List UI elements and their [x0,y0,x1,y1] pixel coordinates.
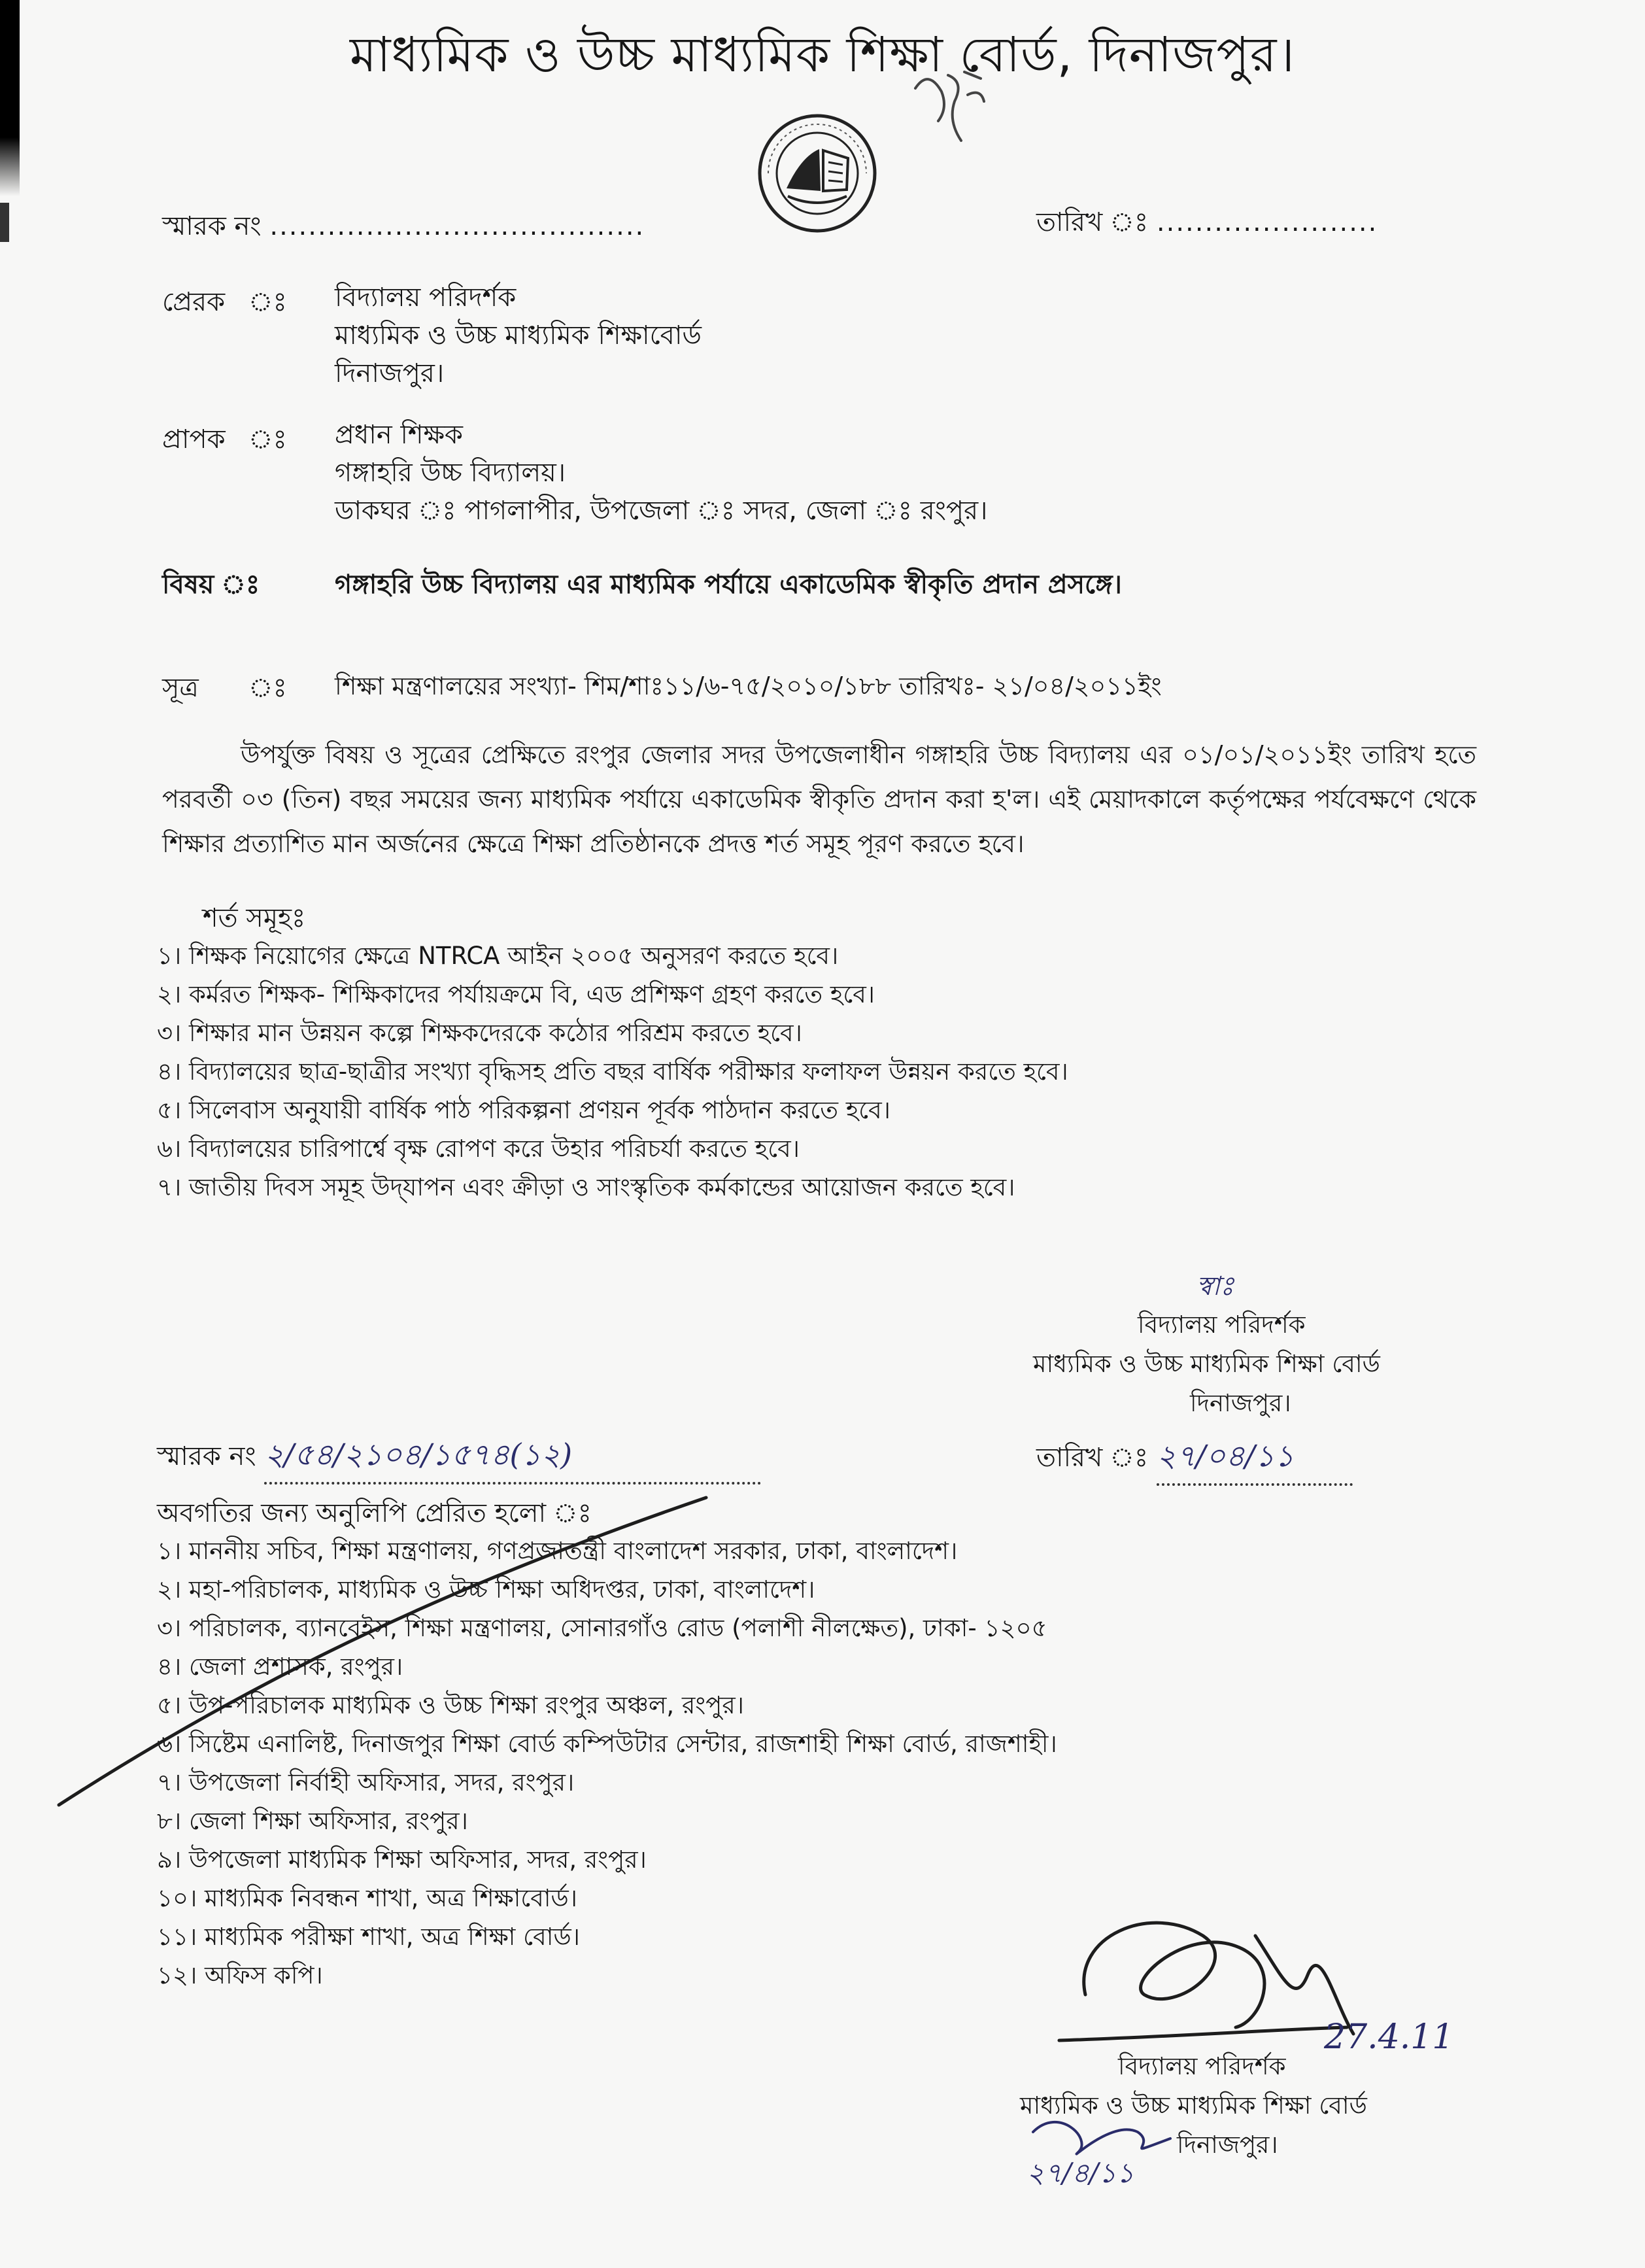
memo-label: স্মারক নং [162,211,262,241]
signatory-title-2: বিদ্যালয় পরিদর্শক [1118,2052,1286,2080]
conditions-heading: শর্ত সমূহঃ [203,903,306,933]
copy-item: ৭। উপজেলা নির্বাহী অফিসার, সদর, রংপুর। [157,1768,575,1796]
date-handwritten: ২৭/০৪/১১ [1157,1434,1353,1486]
subject-label: বিষয় ঃ [162,570,260,600]
condition-item: ৫। সিলেবাস অনুযায়ী বার্ষিক পাঠ পরিকল্পনা প্রণয়ন পূর্বক পাঠদান করতে হবে। [157,1096,890,1124]
handwritten-receipt-note: ২৭/৪/১১ [1026,2157,1134,2189]
reference-colon: ঃ [248,673,287,703]
date-label-2: তারিখ ঃ [1036,1443,1149,1473]
copy-item: ১২। অফিস কপি। [157,1961,323,1989]
reference-text: শিক্ষা মন্ত্রণালয়ের সংখ্যা- শিম/শাঃ১১/৬-৭৫/২০১০/১৮৮ তারিখঃ- ২১/০৪/২০১১ইং [335,672,1162,700]
conditions-list [157,936,1068,1207]
signature-date: 27.4.11 [1324,2018,1454,2057]
body-text: উপর্যুক্ত বিষয় ও সূত্রের প্রেক্ষিতে রংপুর জেলার সদর উপজেলাধীন গঙ্গাহরি উচ্চ বিদ্যালয় এর ০১/০১/২০১১ইং তারিখ হতে পরবর্তী ০৩ (তিন) বছর সময়ের জন্য মাধ্যমিক পর্যায়ে একাডেমিক স্বীকৃতি প্রদান করা হ'ল। এই মেয়াদকালে কর্তৃপক্ষের পর্যবেক্ষণে থেকে শিক্ষার প্রত্যাশিত মান অর্জনের ক্ষেত্রে শিক্ষা প্রতিষ্ঠানকে প্রদত্ত শর্ত সমূহ পূরণ করতে হবে। [162,740,1476,858]
reference-label: সূত্র [162,673,199,703]
memo-number-field-2 [157,1432,761,1485]
memo-handwritten: ২/৫৪/২১০৪/১৫৭৪(১২) [264,1432,761,1485]
subject-text: গঙ্গাহরি উচ্চ বিদ্যালয় এর মাধ্যমিক পর্যায়ে একাডেমিক স্বীকৃতি প্রদান প্রসঙ্গে। [335,570,1122,600]
memo-number-field [162,205,645,249]
letterhead-title: মাধ্যমিক ও উচ্চ মাধ্যমিক শিক্ষা বোর্ড, দিনাজপুর। [350,27,1295,83]
signatory-org-2: মাধ্যমিক ও উচ্চ মাধ্যমিক শিক্ষা বোর্ড [1020,2091,1367,2120]
signatory-org: মাধ্যমিক ও উচ্চ মাধ্যমিক শিক্ষা বোর্ড [1033,1350,1380,1378]
sender-line: দিনাজপুর। [335,358,445,388]
memo-label-2: স্মারক নং [157,1441,256,1471]
date-label: তারিখ ঃ [1036,207,1149,237]
copy-item: ৯। উপজেলা মাধ্যমিক শিক্ষা অফিসার, সদর, রংপুর। [157,1846,647,1874]
copy-item: ২। মহা-পরিচালক, মাধ্যমিক ও উচ্চ শিক্ষা অধিদপ্তর, ঢাকা, বাংলাদেশ। [157,1575,815,1604]
copy-item: ১১। মাধ্যমিক পরীক্ষা শাখা, অত্র শিক্ষা বোর্ড। [157,1923,580,1951]
sender-label: প্রেরক [162,287,226,317]
copy-item: ৩। পরিচালক, ব্যানবেইস, শিক্ষা মন্ত্রণালয়, সোনারগাঁও রোড (পলাশী নীলক্ষেত), ঢাকা- ১২০৫ [157,1614,1047,1642]
memo-dots: ....................................... [269,211,645,241]
condition-item: ৬। বিদ্যালয়ের চারিপার্শ্বে বৃক্ষ রোপণ করে উহার পরিচর্যা করতে হবে। [157,1135,800,1163]
condition-item: ৩। শিক্ষার মান উন্নয়ন কল্পে শিক্ষকদেরকে কঠোর পরিশ্রম করতে হবে। [157,1019,802,1047]
receiver-label: প্রাপক [162,424,226,455]
condition-item: ৪। বিদ্যালয়ের ছাত্র-ছাত্রীর সংখ্যা বৃদ্ধিসহ প্রতি বছর বার্ষিক পরীক্ষার ফলাফল উন্নয়ন করতে হবে। [157,1057,1068,1086]
copy-item: ৪। জেলা প্রশাসক, রংপুর। [157,1653,403,1681]
receiver-line: প্রধান শিক্ষক [335,420,463,450]
board-seal-icon [755,111,879,235]
signatory-city: দিনাজপুর। [1190,1389,1291,1417]
copies-heading: অবগতির জন্য অনুলিপি প্রেরিত হলো ঃ [157,1498,592,1528]
handwritten-scribble-icon [902,62,994,160]
copies-list [157,1532,1057,1995]
copy-item: ১০। মাধ্যমিক নিবন্ধন শাখা, অত্র শিক্ষাবোর্ড। [157,1884,577,1912]
signature-block-1 [1033,1305,1380,1423]
signatory-title: বিদ্যালয় পরিদর্শক [1138,1311,1306,1339]
sender-line: মাধ্যমিক ও উচ্চ মাধ্যমিক শিক্ষাবোর্ড [335,320,702,351]
copy-item: ১। মাননীয় সচিব, শিক্ষা মন্ত্রণালয়, গণপ্রজাতন্ত্রী বাংলাদেশ সরকার, ঢাকা, বাংলাদেশ। [157,1537,958,1565]
signatory-city-2: দিনাজপুর। [1177,2131,1278,2159]
receiver-line: গঙ্গাহরি উচ্চ বিদ্যালয়। [335,458,566,488]
receiver-line: ডাকঘর ঃ পাগলাপীর, উপজেলা ঃ সদর, জেলা ঃ রংপুর। [335,496,988,526]
date-dots: ....................... [1156,207,1378,237]
sender-colon: ঃ [248,287,287,317]
copy-item: ৫। উপ-পরিচালক মাধ্যমিক ও উচ্চ শিক্ষা রংপুর অঞ্চল, রংপুর। [157,1691,744,1719]
receiver-colon: ঃ [248,424,287,455]
condition-item: ২। কর্মরত শিক্ষক- শিক্ষিকাদের পর্যায়ক্রমে বি, এড প্রশিক্ষণ গ্রহণ করতে হবে। [157,980,875,1008]
receiver-block [335,416,987,530]
handwritten-initial-icon [1020,2093,1190,2178]
date-field [1036,201,1378,245]
copy-item: ৮। জেলা শিক্ষা অফিসার, রংপুর। [157,1807,468,1835]
body-paragraph [162,732,1476,866]
scan-edge-mark [0,203,9,242]
condition-item: ১। শিক্ষক নিয়োগের ক্ষেত্রে NTRCA আইন ২০০৫ অনুসরণ করতে হবে। [157,942,839,970]
date-field-2 [1036,1434,1353,1486]
condition-item: ৭। জাতীয় দিবস সমূহ উদ্‌যাপন এবং ক্রীড়া ও সাংস্কৃতিক কর্মকান্ডের আয়োজন করতে হবে। [157,1173,1015,1201]
signature-initial: স্বাঃ [1196,1271,1234,1301]
sender-block [335,279,702,392]
copy-item: ৬। সিষ্টেম এনালিষ্ট, দিনাজপুর শিক্ষা বোর্ড কম্পিউটার সেন্টার, রাজশাহী শিক্ষা বোর্ড, রাজশাহী। [157,1730,1057,1758]
sender-line: বিদ্যালয় পরিদর্শক [335,283,517,313]
